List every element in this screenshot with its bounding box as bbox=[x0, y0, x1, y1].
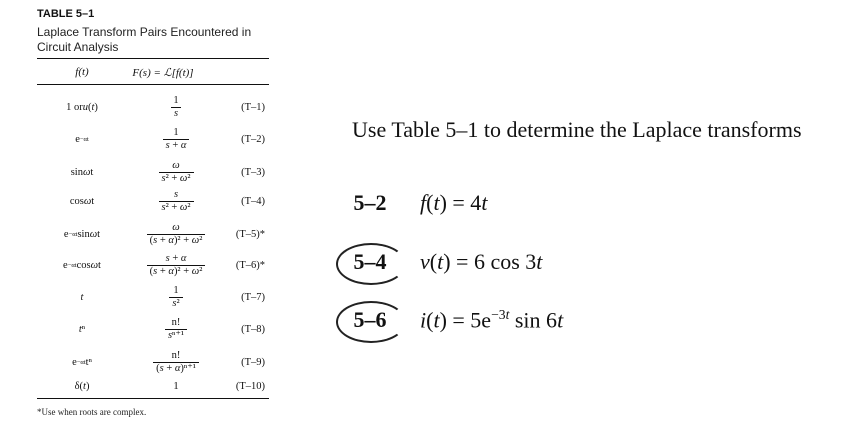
cell-time-function: e −αt tⁿ bbox=[72, 356, 92, 368]
fraction-denominator: sⁿ⁺¹ bbox=[165, 329, 187, 342]
cell-time-function: t bbox=[80, 291, 84, 303]
table-row bbox=[37, 157, 269, 187]
cell-pair-id: (T–8) bbox=[241, 323, 265, 335]
problem-number: 5–6 bbox=[338, 307, 402, 333]
cell-time-function: cos ω t bbox=[69, 195, 95, 207]
problem-number: 5–4 bbox=[338, 249, 402, 275]
fraction-denominator: (s + α)ⁿ⁺¹ bbox=[153, 362, 199, 375]
cell-transform bbox=[133, 124, 219, 154]
fraction bbox=[147, 253, 206, 278]
cell-pair-id: (T–2) bbox=[241, 133, 265, 145]
transform-value: 1 bbox=[173, 380, 179, 392]
fraction-numerator: ω bbox=[172, 159, 180, 171]
cell-transform bbox=[133, 186, 219, 216]
fraction-denominator: (s + α)² + ω² bbox=[147, 234, 206, 247]
fraction bbox=[147, 222, 206, 247]
problem-expression: f(t) = 4t bbox=[420, 190, 488, 215]
table-row bbox=[37, 124, 269, 154]
table-row bbox=[37, 186, 269, 216]
problem-item bbox=[338, 300, 563, 340]
fraction bbox=[170, 95, 181, 120]
fraction bbox=[169, 285, 182, 310]
cell-pair-id: (T–9) bbox=[241, 356, 265, 368]
cell-transform bbox=[133, 375, 219, 397]
cell-transform bbox=[133, 314, 219, 344]
fraction-numerator: ω bbox=[172, 221, 180, 233]
cell-transform bbox=[133, 92, 219, 122]
cell-pair-id: (T–5)* bbox=[235, 228, 265, 240]
fraction bbox=[159, 189, 194, 214]
table-rule-top bbox=[37, 58, 269, 59]
cell-pair-id: (T–4) bbox=[241, 195, 265, 207]
fraction-denominator: s² bbox=[169, 297, 182, 310]
fraction-numerator: n! bbox=[171, 316, 181, 328]
fraction bbox=[165, 317, 187, 342]
hand-drawn-circle bbox=[336, 243, 406, 285]
fraction bbox=[153, 350, 199, 375]
problem-expression: $i(t) = 5e^{-3t}$ sin 6t bbox=[420, 306, 564, 333]
column-header-f: f(t) bbox=[75, 66, 89, 78]
fraction-denominator: s² + ω² bbox=[159, 172, 194, 185]
problem-item bbox=[338, 183, 487, 223]
instruction-text: Use Table 5–1 to determine the Laplace transforms bbox=[352, 117, 802, 142]
table-rule-header bbox=[37, 84, 269, 85]
cell-time-function: e −αt cos ω t bbox=[63, 259, 101, 271]
table-row bbox=[37, 92, 269, 122]
table-footnote: *Use when roots are complex. bbox=[37, 407, 147, 417]
table-row bbox=[37, 375, 269, 397]
cell-time-function: e −αt bbox=[75, 133, 89, 145]
cell-time-function: δ( t ) bbox=[74, 380, 90, 392]
cell-pair-id: (T–10) bbox=[235, 380, 265, 392]
cell-transform bbox=[133, 347, 219, 377]
cell-transform bbox=[133, 219, 219, 249]
cell-time-function: 1 or u ( t ) bbox=[66, 101, 98, 113]
cell-transform bbox=[133, 250, 219, 280]
fraction-numerator: 1 bbox=[173, 284, 179, 296]
fraction-denominator: s² + ω² bbox=[159, 201, 194, 214]
column-header-F: F(s) = ℒ[f(t)] bbox=[132, 67, 194, 79]
fraction-denominator: (s + α)² + ω² bbox=[147, 265, 206, 278]
table-caption: Laplace Transform Pairs Encountered in Circuit Analysis bbox=[37, 25, 252, 54]
hand-drawn-circle bbox=[336, 301, 406, 343]
fraction-numerator: n! bbox=[171, 349, 181, 361]
table-title: TABLE 5–1 bbox=[37, 8, 95, 20]
cell-transform bbox=[133, 157, 219, 187]
cell-pair-id: (T–1) bbox=[241, 101, 265, 113]
cell-transform bbox=[133, 282, 219, 312]
fraction bbox=[159, 160, 194, 185]
fraction-numerator: s bbox=[173, 188, 179, 200]
fraction bbox=[163, 127, 190, 152]
table-row bbox=[37, 314, 269, 344]
fraction-denominator: s bbox=[171, 107, 181, 120]
table-row bbox=[37, 347, 269, 377]
cell-time-function: e −αt sin ω t bbox=[63, 228, 101, 240]
cell-time-function: t ⁿ bbox=[78, 323, 86, 335]
fraction-denominator: s + α bbox=[163, 139, 190, 152]
table-row bbox=[37, 219, 269, 249]
cell-time-function: sin ω t bbox=[70, 166, 94, 178]
table-rule-bottom bbox=[37, 398, 269, 399]
problem-number: 5–2 bbox=[353, 190, 387, 215]
problem-item bbox=[338, 242, 542, 282]
cell-pair-id: (T–7) bbox=[241, 291, 265, 303]
table-row bbox=[37, 250, 269, 280]
table-row bbox=[37, 282, 269, 312]
fraction-numerator: s + α bbox=[165, 252, 187, 264]
problem-expression: v(t) = 6 cos 3t bbox=[420, 249, 543, 274]
cell-pair-id: (T–3) bbox=[241, 166, 265, 178]
fraction-numerator: 1 bbox=[173, 126, 179, 138]
cell-pair-id: (T–6)* bbox=[235, 259, 265, 271]
fraction-numerator: 1 bbox=[173, 94, 179, 106]
